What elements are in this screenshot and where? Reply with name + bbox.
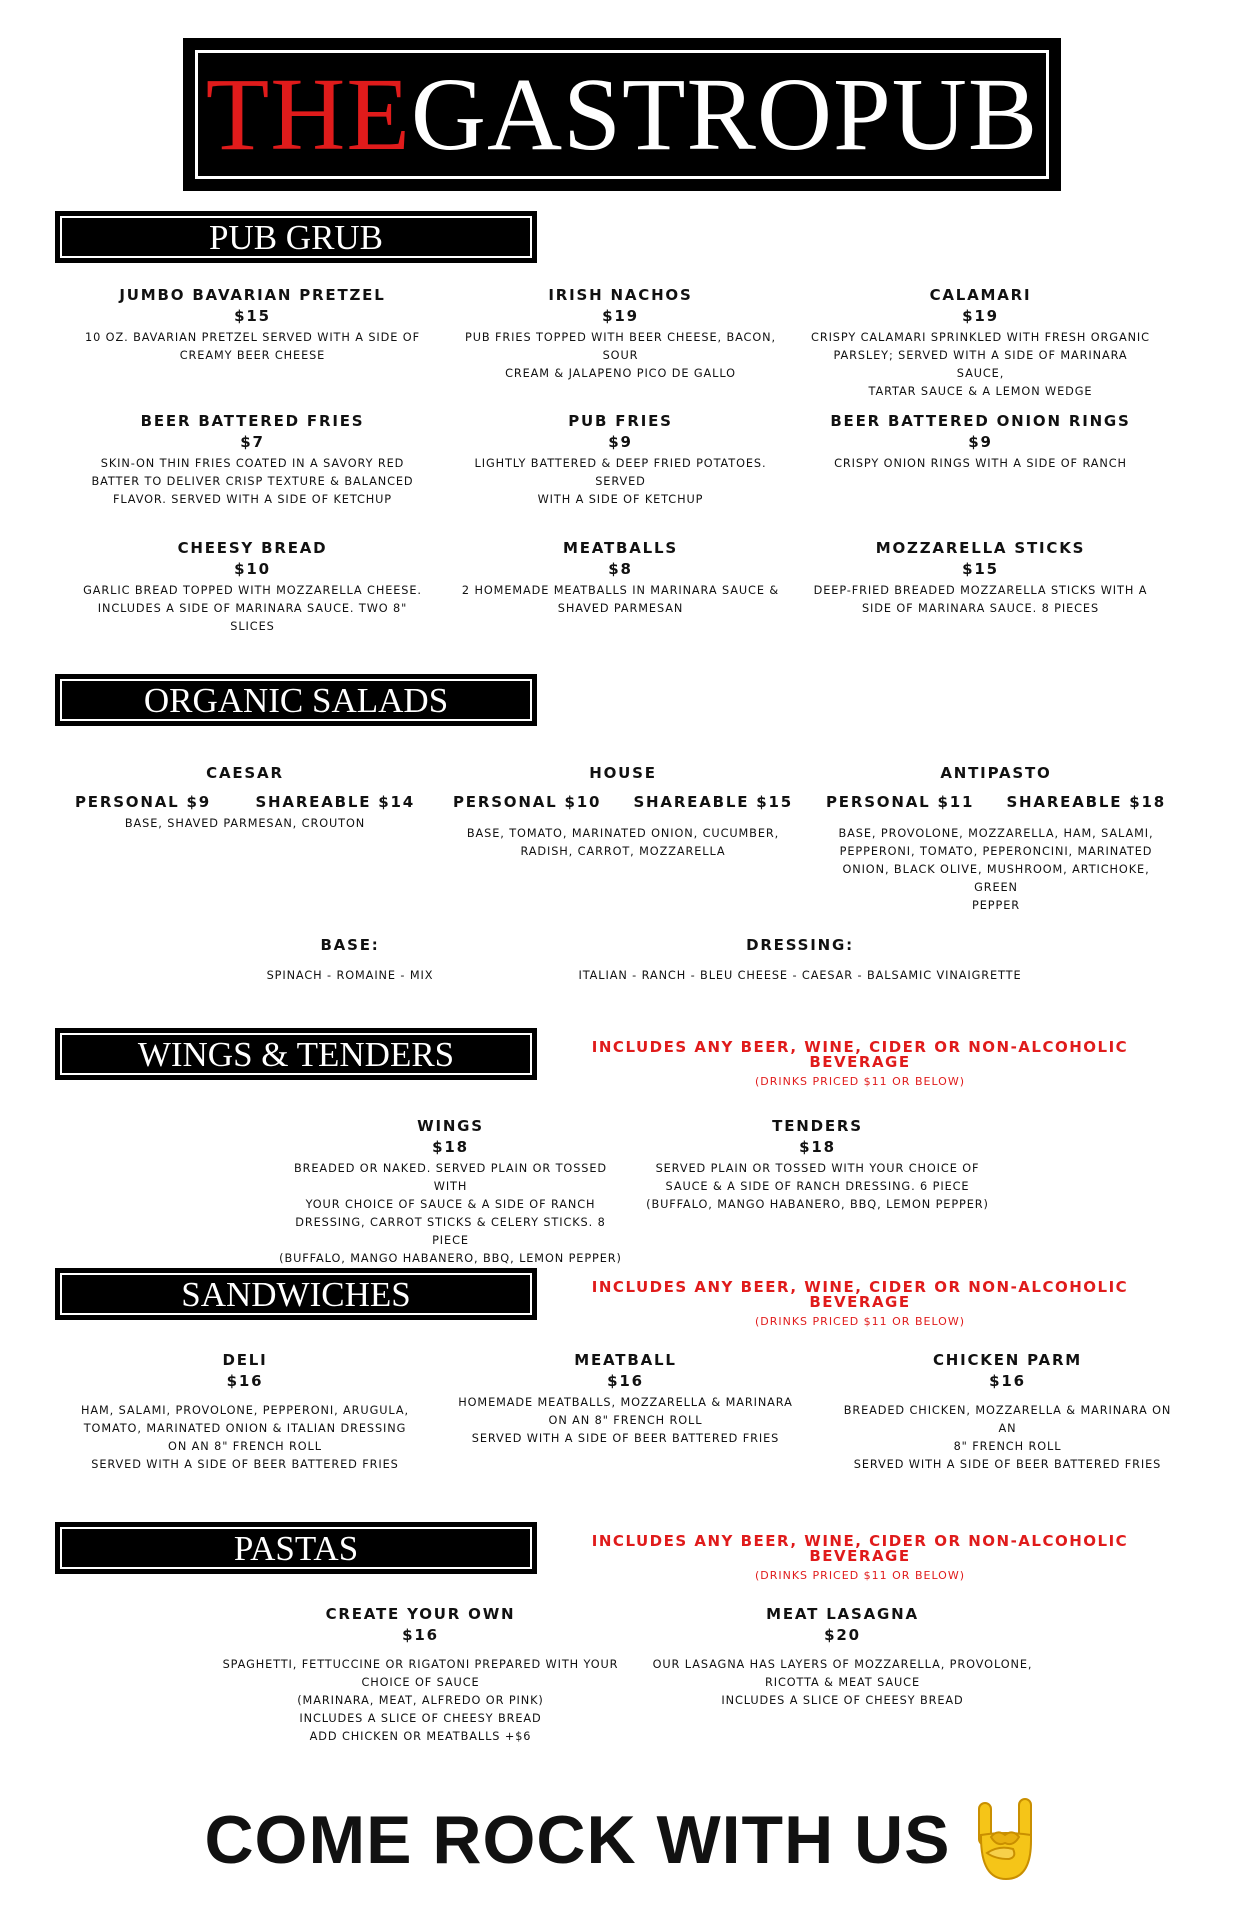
item-name: ANTIPASTO [940, 764, 1052, 782]
menu-item [808, 285, 1153, 401]
item-price: $16 [989, 1372, 1026, 1390]
promo-note: (DRINKS PRICED $11 OR BELOW) [754, 1075, 966, 1088]
salad-item [75, 763, 415, 833]
item-name: CAESAR [206, 764, 284, 782]
item-name: WINGS [417, 1117, 484, 1135]
menu-item [80, 538, 425, 636]
item-price: $15 [234, 307, 271, 325]
item-description: GARLIC BREAD TOPPED WITH MOZZARELLA CHEESE. INCLUDES A SIDE OF MARINARA SAUCE. TWO 8" SLICES [83, 584, 422, 633]
menu-item [218, 1604, 623, 1746]
menu-item [645, 1116, 990, 1214]
item-price: $19 [962, 307, 999, 325]
item-prices [453, 791, 793, 813]
section-title: SANDWICHES [60, 1273, 532, 1315]
section-title: ORGANIC SALADS [60, 679, 532, 721]
logo-text-gastropub: GASTROPUB [410, 56, 1039, 172]
salad-item [453, 763, 793, 861]
promo-note: (DRINKS PRICED $11 OR BELOW) [754, 1315, 966, 1328]
personal-price: PERSONAL $10 [453, 793, 602, 811]
menu-item [80, 285, 425, 365]
menu-item [835, 1350, 1180, 1474]
slogan-text: COME ROCK WITH US [204, 1802, 951, 1878]
menu-item [640, 1604, 1045, 1710]
menu-item [448, 285, 793, 383]
item-description: 2 HOMEMADE MEATBALLS IN MARINARA SAUCE & SHAVED PARMESAN [461, 584, 780, 615]
menu-item [808, 538, 1153, 618]
item-name: JUMBO BAVARIAN PRETZEL [119, 286, 386, 304]
item-price: $16 [607, 1372, 644, 1390]
beverage-promo [560, 1534, 1160, 1581]
dressing-options: ITALIAN - RANCH - BLEU CHEESE - CAESAR - BALSAMIC VINAIGRETTE [578, 969, 1022, 982]
section-title: WINGS & TENDERS [60, 1033, 532, 1075]
menu-item [448, 411, 793, 509]
item-description: BREADED CHICKEN, MOZZARELLA & MARINARA ON AN 8" FRENCH ROLL SERVED WITH A SIDE OF BEER BATTERED FRIES [843, 1404, 1172, 1471]
item-price: $16 [402, 1626, 439, 1644]
menu-item [448, 538, 793, 618]
item-description: CRISPY CALAMARI SPRINKLED WITH FRESH ORGANIC PARSLEY; SERVED WITH A SIDE OF MARINARA SAUCE, TARTAR SAUCE & A LEMON WEDGE [811, 331, 1150, 398]
item-price: $19 [602, 307, 639, 325]
section-header-pub-grub [55, 211, 537, 263]
salad-base-options [230, 935, 470, 985]
item-description: BASE, PROVOLONE, MOZZARELLA, HAM, SALAMI, PEPPERONI, TOMATO, PEPERONCINI, MARINATED ONION, BLACK OLIVE, MUSHROOM, ARTICHOKE, GREEN PEPPER [838, 827, 1154, 912]
section-title: PUB GRUB [60, 216, 532, 258]
base-label: BASE: [320, 936, 380, 954]
item-description: OUR LASAGNA HAS LAYERS OF MOZZARELLA, PROVOLONE, RICOTTA & MEAT SAUCE INCLUDES A SLICE OF CHEESY BREAD [652, 1658, 1033, 1707]
item-name: CHICKEN PARM [932, 1351, 1083, 1369]
dressing-label: DRESSING: [746, 936, 854, 954]
section-header-pastas [55, 1522, 537, 1574]
item-name: TENDERS [772, 1117, 863, 1135]
promo-line: INCLUDES ANY BEER, WINE, CIDER OR NON-ALCOHOLIC BEVERAGE [591, 1038, 1129, 1071]
item-description: SERVED PLAIN OR TOSSED WITH YOUR CHOICE OF SAUCE & A SIDE OF RANCH DRESSING. 6 PIECE (BUFFALO, MANGO HABANERO, BBQ, LEMON PEPPER) [646, 1162, 989, 1211]
item-name: HOUSE [589, 764, 657, 782]
item-description: CRISPY ONION RINGS WITH A SIDE OF RANCH [834, 457, 1127, 470]
item-description: HAM, SALAMI, PROVOLONE, PEPPERONI, ARUGULA, TOMATO, MARINATED ONION & ITALIAN DRESSING ON AN 8" FRENCH ROLL SERVED WITH A SIDE OF BEER BATTERED FRIES [81, 1404, 409, 1471]
footer-slogan [0, 1790, 1243, 1890]
item-price: $20 [824, 1626, 861, 1644]
item-description: LIGHTLY BATTERED & DEEP FRIED POTATOES. SERVED WITH A SIDE OF KETCHUP [474, 457, 767, 506]
section-title: PASTAS [60, 1527, 532, 1569]
item-name: IRISH NACHOS [548, 286, 693, 304]
salad-item [826, 763, 1166, 915]
item-name: CALAMARI [929, 286, 1032, 304]
item-description: 10 OZ. BAVARIAN PRETZEL SERVED WITH A SIDE OF CREAMY BEER CHEESE [84, 331, 420, 362]
item-name: CHEESY BREAD [177, 539, 328, 557]
shareable-price: SHAREABLE $14 [255, 793, 415, 811]
beverage-promo [560, 1280, 1160, 1327]
promo-note: (DRINKS PRICED $11 OR BELOW) [754, 1569, 966, 1582]
item-price: $10 [234, 560, 271, 578]
item-prices [75, 791, 415, 813]
item-price: $18 [432, 1138, 469, 1156]
shareable-price: SHAREABLE $15 [633, 793, 793, 811]
item-price: $15 [962, 560, 999, 578]
menu-item [75, 1350, 415, 1474]
base-options: SPINACH - ROMAINE - MIX [266, 969, 434, 982]
item-price: $8 [608, 560, 633, 578]
item-price: $18 [799, 1138, 836, 1156]
menu-item [278, 1116, 623, 1268]
item-description: BASE, TOMATO, MARINATED ONION, CUCUMBER, RADISH, CARROT, MOZZARELLA [466, 827, 780, 858]
item-name: BEER BATTERED FRIES [140, 412, 365, 430]
item-prices [826, 791, 1166, 813]
item-description: SKIN-ON THIN FRIES COATED IN A SAVORY RED BATTER TO DELIVER CRISP TEXTURE & BALANCED FLAVOR. SERVED WITH A SIDE OF KETCHUP [91, 457, 414, 506]
rock-on-hand-icon [973, 1797, 1039, 1883]
item-description: SPAGHETTI, FETTUCCINE OR RIGATONI PREPARED WITH YOUR CHOICE OF SAUCE (MARINARA, MEAT, ALFREDO OR PINK) INCLUDES A SLICE OF CHEESY BREAD ADD CHICKEN OR MEATBALLS +$6 [222, 1658, 619, 1743]
item-name: PUB FRIES [568, 412, 673, 430]
section-header-wings-tenders [55, 1028, 537, 1080]
item-name: BEER BATTERED ONION RINGS [830, 412, 1131, 430]
item-description: BREADED OR NAKED. SERVED PLAIN OR TOSSED WITH YOUR CHOICE OF SAUCE & A SIDE OF RANCH DRESSING, CARROT STICKS & CELERY STICKS. 8 PIECE (BUFFALO, MANGO HABANERO, BBQ, LEMON PEPPER) [279, 1162, 622, 1265]
promo-line: INCLUDES ANY BEER, WINE, CIDER OR NON-ALCOHOLIC BEVERAGE [591, 1532, 1129, 1565]
menu-item [80, 411, 425, 509]
logo-frame [195, 50, 1049, 179]
shareable-price: SHAREABLE $18 [1006, 793, 1166, 811]
item-description: HOMEMADE MEATBALLS, MOZZARELLA & MARINARA ON AN 8" FRENCH ROLL SERVED WITH A SIDE OF BEER BATTERED FRIES [458, 1396, 793, 1445]
item-price: $7 [240, 433, 265, 451]
personal-price: PERSONAL $11 [826, 793, 975, 811]
salad-dressing-options [540, 935, 1060, 985]
item-description: PUB FRIES TOPPED WITH BEER CHEESE, BACON, SOUR CREAM & JALAPENO PICO DE GALLO [465, 331, 776, 380]
menu-item [808, 411, 1153, 473]
item-price: $16 [226, 1372, 264, 1390]
item-name: MOZZARELLA STICKS [875, 539, 1086, 557]
item-name: DELI [222, 1351, 268, 1369]
item-description: BASE, SHAVED PARMESAN, CROUTON [124, 817, 366, 830]
item-name: MEATBALL [574, 1351, 677, 1369]
logo-text-the: THE [205, 56, 411, 172]
item-price: $9 [968, 433, 993, 451]
item-name: MEAT LASAGNA [766, 1605, 919, 1623]
section-header-organic-salads [55, 674, 537, 726]
promo-line: INCLUDES ANY BEER, WINE, CIDER OR NON-ALCOHOLIC BEVERAGE [591, 1278, 1129, 1311]
item-name: CREATE YOUR OWN [325, 1605, 516, 1623]
item-description: DEEP-FRIED BREADED MOZZARELLA STICKS WITH A SIDE OF MARINARA SAUCE. 8 PIECES [813, 584, 1148, 615]
logo-banner [183, 38, 1061, 191]
section-header-sandwiches [55, 1268, 537, 1320]
item-name: MEATBALLS [562, 539, 678, 557]
menu-item [453, 1350, 798, 1448]
item-price: $9 [608, 433, 633, 451]
beverage-promo [560, 1040, 1160, 1087]
personal-price: PERSONAL $9 [75, 793, 211, 811]
